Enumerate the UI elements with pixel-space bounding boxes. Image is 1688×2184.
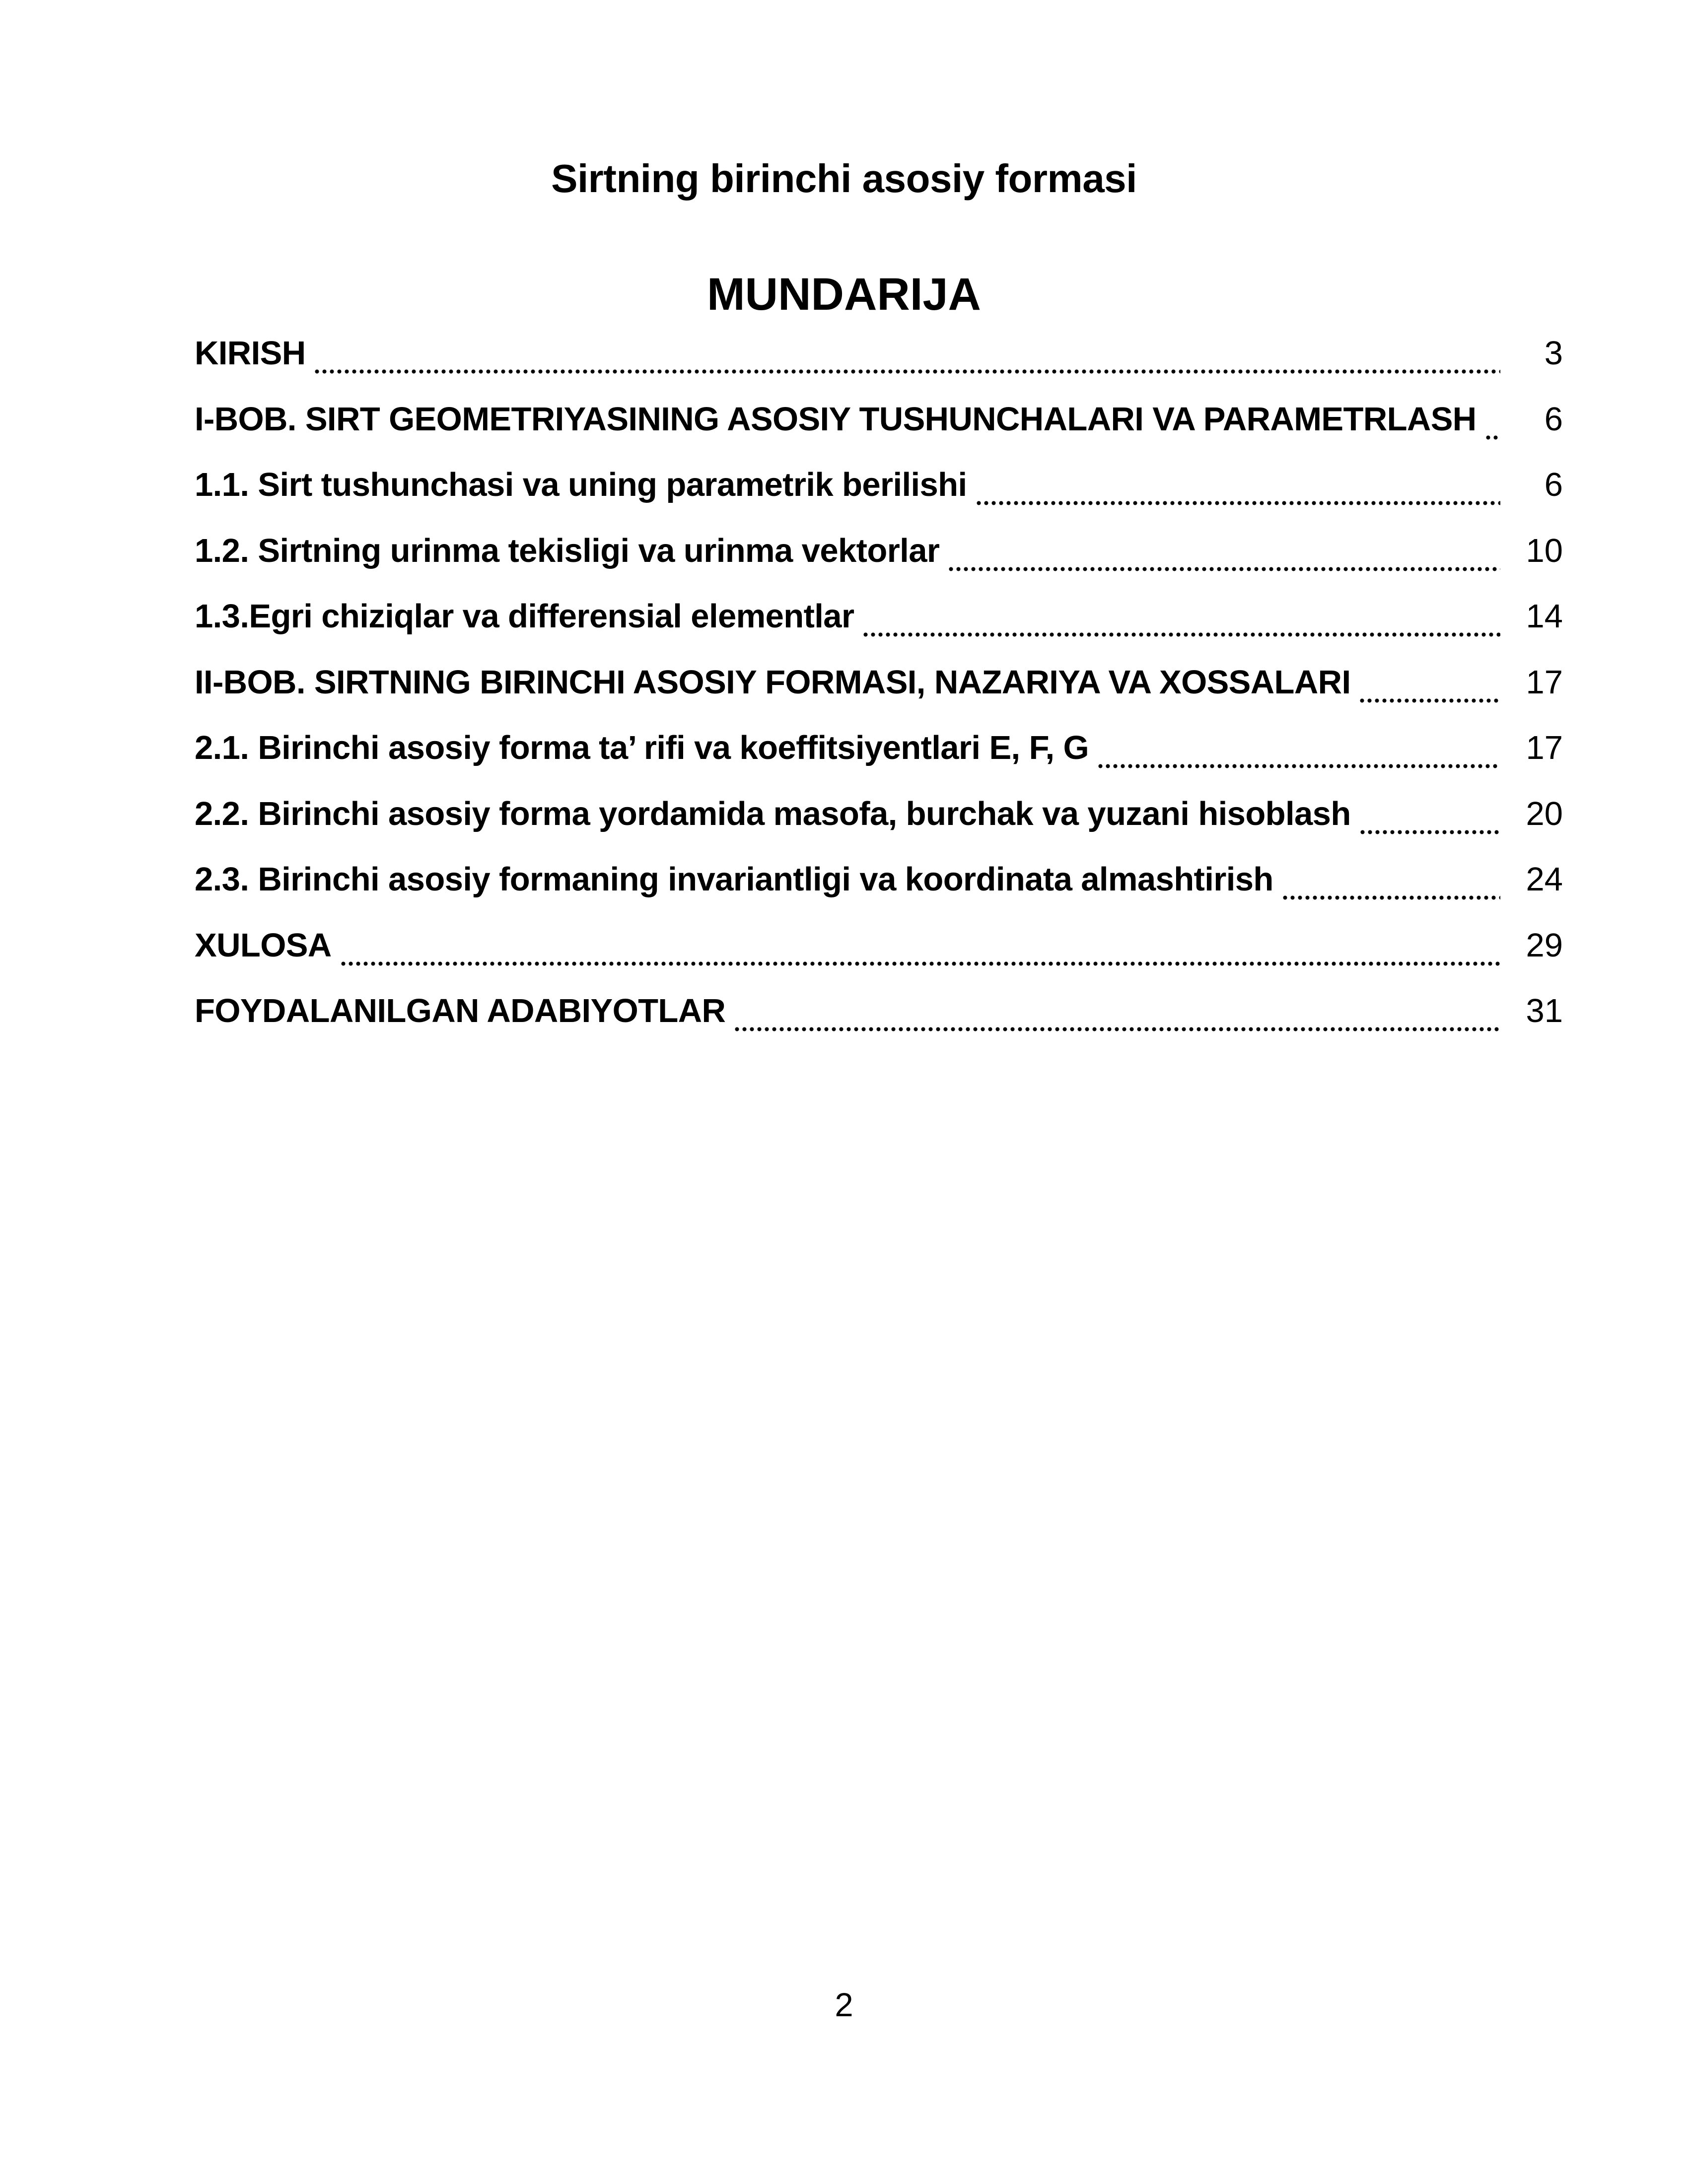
toc-dot-leader	[862, 609, 1500, 638]
toc-dot-leader	[1359, 806, 1500, 836]
toc-dot-leader	[975, 477, 1500, 507]
toc-entry-page: 17	[1526, 729, 1563, 767]
toc-entry-title: 1.3.Egri chiziqlar va differensial elementlar	[195, 598, 854, 635]
toc-entry-kirish[interactable]	[195, 321, 1563, 387]
toc-entry-page: 14	[1526, 598, 1563, 635]
toc-entry-title: 2.2. Birinchi asosiy forma yordamida masofa, burchak va yuzani hisoblash	[195, 795, 1351, 832]
toc-entry-title: FOYDALANILGAN ADABIYOTLAR	[195, 992, 726, 1030]
toc-entry-section-1-3[interactable]	[195, 584, 1563, 650]
toc-entry-xulosa[interactable]	[195, 913, 1563, 979]
toc-entry-section-2-1[interactable]	[195, 715, 1563, 781]
toc-dot-leader	[947, 543, 1500, 573]
toc-entry-section-1-1[interactable]	[195, 452, 1563, 518]
page-number: 2	[835, 1986, 853, 2024]
toc-entry-title: KIRISH	[195, 335, 306, 372]
toc-dot-leader	[340, 938, 1500, 967]
toc-entry-chapter-1[interactable]	[195, 387, 1563, 453]
toc-entry-page: 31	[1526, 992, 1563, 1030]
toc-entry-title: 1.1. Sirt tushunchasi va uning parametrik berilishi	[195, 466, 967, 504]
table-of-contents	[195, 321, 1563, 1044]
toc-heading: MUNDARIJA	[707, 269, 981, 320]
document-title: Sirtning birinchi asosiy formasi	[551, 156, 1137, 201]
toc-dot-leader	[1484, 411, 1500, 441]
toc-entry-references[interactable]	[195, 978, 1563, 1044]
toc-dot-leader	[1097, 740, 1500, 770]
toc-entry-title: 2.1. Birinchi asosiy forma ta’ rifi va koeffitsiyentlari E, F, G	[195, 729, 1089, 767]
toc-dot-leader	[1358, 675, 1500, 704]
toc-dot-leader	[313, 345, 1500, 375]
toc-entry-page: 20	[1526, 795, 1563, 832]
toc-entry-page: 29	[1526, 926, 1563, 964]
toc-entry-page: 17	[1526, 663, 1563, 701]
toc-entry-section-2-3[interactable]	[195, 847, 1563, 913]
toc-entry-page: 10	[1526, 532, 1563, 569]
toc-entry-page: 6	[1544, 466, 1563, 504]
toc-entry-section-2-2[interactable]	[195, 781, 1563, 847]
toc-entry-chapter-2[interactable]	[195, 650, 1563, 716]
toc-dot-leader	[1281, 872, 1500, 901]
toc-entry-title: 2.3. Birinchi asosiy formaning invariantligi va koordinata almashtirish	[195, 861, 1273, 898]
toc-entry-title: XULOSA	[195, 926, 332, 964]
toc-dot-leader	[733, 1003, 1500, 1033]
toc-entry-title: I-BOB. SIRT GEOMETRIYASINING ASOSIY TUSHUNCHALARI VA PARAMETRLASH	[195, 400, 1477, 438]
toc-entry-page: 6	[1544, 400, 1563, 438]
toc-entry-title: 1.2. Sirtning urinma tekisligi va urinma vektorlar	[195, 532, 940, 569]
toc-entry-page: 3	[1544, 335, 1563, 372]
toc-entry-title: II-BOB. SIRTNING BIRINCHI ASOSIY FORMASI, NAZARIYA VA XOSSALARI	[195, 663, 1351, 701]
toc-entry-section-1-2[interactable]	[195, 518, 1563, 584]
toc-entry-page: 24	[1526, 861, 1563, 898]
